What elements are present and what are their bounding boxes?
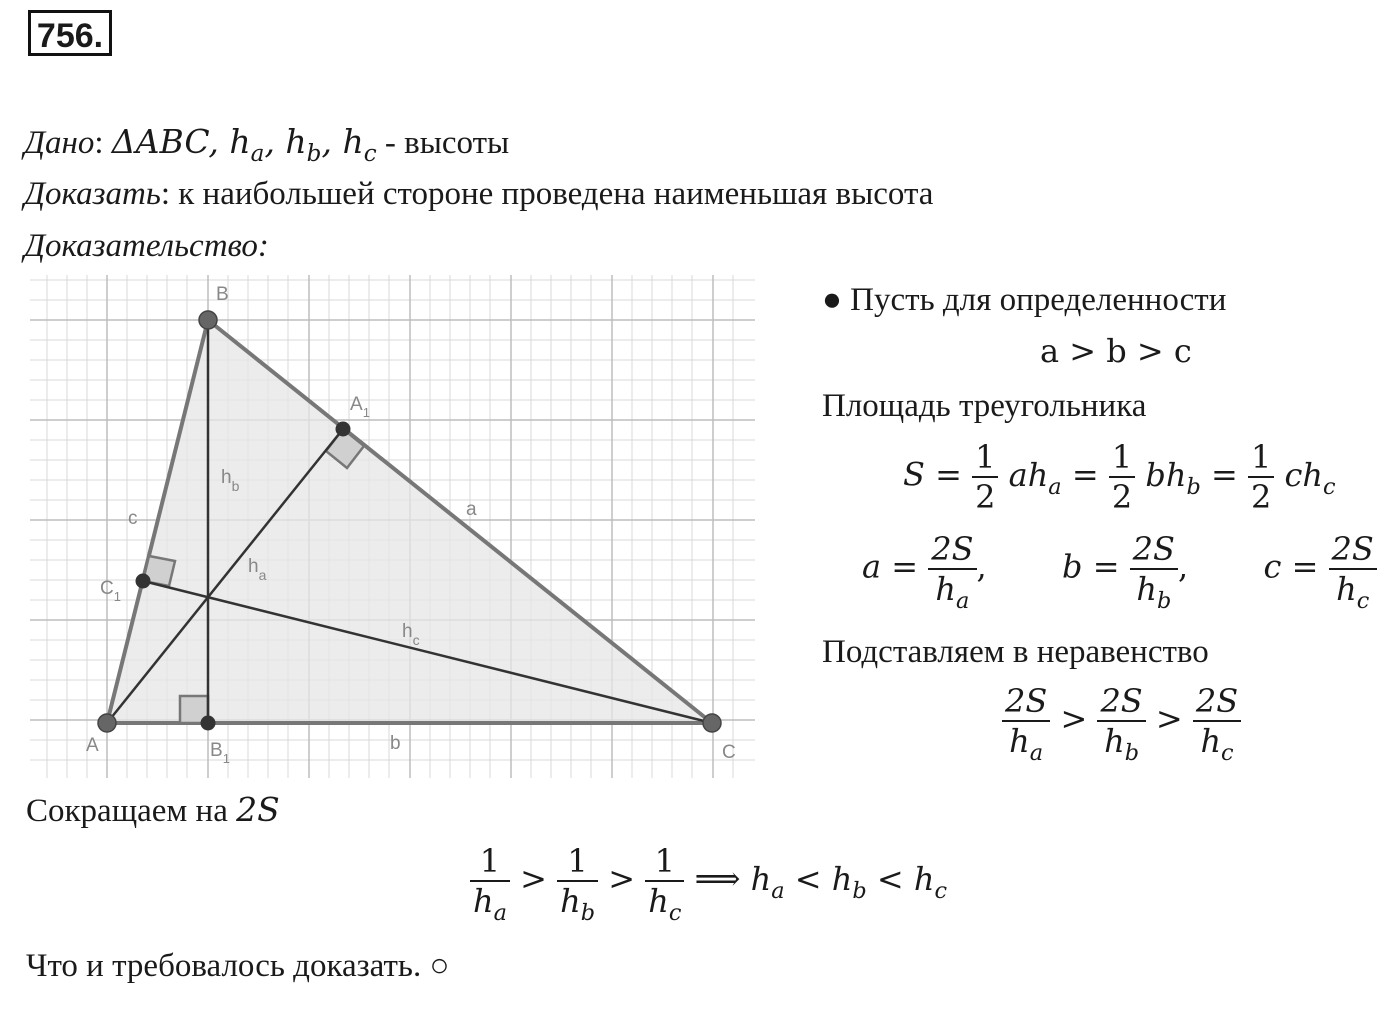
given-suffix: - высоты <box>376 125 510 161</box>
cancel-line: Сокращаем на 2S <box>26 790 280 829</box>
label-b: B <box>216 284 229 305</box>
final-inequality: $\frac{1}{h_a}$ > $\frac{1}{h_b}$ > $\frac{1}{h_c}$ ⟹ $h_a < h_b < h_c$ <box>470 842 947 920</box>
label-hc: $h_c$ <box>402 621 420 648</box>
label-ha: $h_a$ <box>248 556 267 583</box>
label-a1: $A_1$ <box>350 394 370 420</box>
label-side-a: a <box>466 499 477 520</box>
substituted-inequality: $\frac{2S}{h_a}$ > $\frac{2S}{h_b}$ > $\frac{2S}{h_c}$ <box>1002 682 1241 760</box>
point-b <box>199 311 217 329</box>
given-heights: $h_a$, $h_b$, $h_c$ <box>229 122 377 168</box>
area-label: Площадь треугольника <box>822 388 1147 424</box>
assume-text: ● Пусть для определенности <box>822 282 1227 318</box>
point-a <box>98 714 116 732</box>
point-c1 <box>136 574 151 589</box>
label-a: A <box>86 735 99 756</box>
order-inequality: a > b > c <box>1040 332 1192 370</box>
conclusion: Что и требовалось доказать. ○ <box>26 948 450 984</box>
label-side-c: c <box>128 508 138 529</box>
problem-number: 756. <box>28 10 112 56</box>
proof-label: Доказательство: <box>24 228 269 264</box>
sides-formula: a = $\frac{2S}{h_a}$ , b = $\frac{2S}{h_b}$ , c = $\frac{2S}{h_c}$ <box>862 530 1377 608</box>
substitute-label: Подставляем в неравенство <box>822 634 1209 670</box>
point-c <box>703 714 721 732</box>
given-triangle: ΔABC, <box>111 122 230 161</box>
label-hb: $h_b$ <box>221 467 240 494</box>
triangle-figure <box>0 0 780 790</box>
label-c: C <box>722 742 736 763</box>
point-a1 <box>336 422 351 437</box>
area-formula: S = $\frac{1}{2}$ $ah_a$ = $\frac{1}{2}$ $bh_b$ = $\frac{1}{2}$ $ch_c$ <box>903 438 1336 516</box>
prove-label: Доказать <box>24 176 161 212</box>
label-b1: $B_1$ <box>210 740 230 766</box>
label-c1: $C_1$ <box>100 578 121 604</box>
label-side-b: b <box>390 733 401 754</box>
given-line: Дано: ΔABC, $h_a$, $h_b$, $h_c$ - высоты <box>24 122 510 168</box>
prove-text: : к наибольшей стороне проведена наименьшая высота <box>160 176 934 212</box>
given-label: Дано <box>24 125 95 161</box>
point-b1 <box>201 716 216 731</box>
